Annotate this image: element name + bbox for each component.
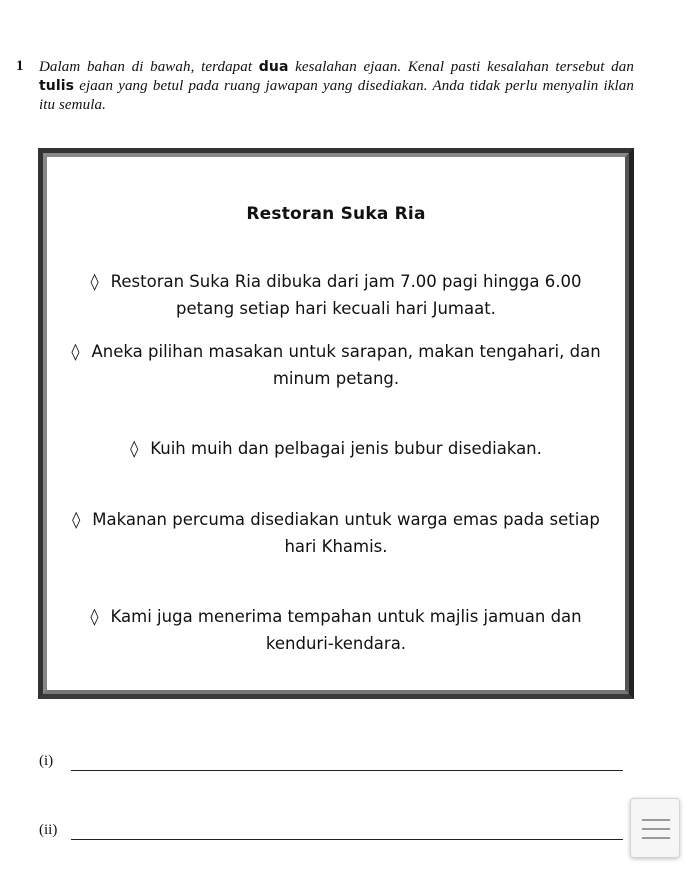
hamburger-menu-icon: [642, 837, 670, 839]
advertisement-item: [44, 338, 628, 392]
answer-row-1: [39, 753, 629, 775]
advertisement-item-text: Aneka pilihan masakan untuk sarapan, makan tengahari, dan: [91, 342, 601, 361]
advertisement-item-text-continued: minum petang.: [272, 369, 400, 388]
advertisement-item: [44, 506, 628, 560]
advertisement-item-line: [44, 435, 628, 462]
instruction-text-1: Dalam bahan di bawah, terdapat: [39, 59, 259, 75]
advertisement-item: [44, 435, 628, 462]
diamond-icon: ◊: [72, 510, 81, 529]
advertisement-item: [44, 603, 628, 657]
answer-line[interactable]: [71, 770, 623, 771]
instruction-text-2: kesalahan ejaan. Kenal pasti kesalahan tersebut dan: [288, 59, 634, 75]
advertisement-title: Restoran Suka Ria: [246, 204, 426, 224]
advertisement-item-line: [44, 338, 628, 365]
floating-menu-button[interactable]: [630, 798, 680, 858]
question-number: 1: [16, 58, 24, 74]
advertisement-item-line: [44, 506, 628, 533]
diamond-icon: ◊: [90, 607, 99, 626]
answer-label: (ii): [39, 822, 58, 838]
hamburger-menu-icon: [642, 828, 670, 830]
advertisement-item-text: Kuih muih dan pelbagai jenis bubur disediakan.: [150, 439, 542, 458]
answer-label: (i): [39, 753, 54, 769]
instruction-bold-dua: dua: [258, 59, 289, 75]
advertisement-item-line: [44, 603, 628, 630]
advertisement-item-text-continued: petang setiap hari kecuali hari Jumaat.: [176, 299, 496, 318]
advertisement-item-text: Restoran Suka Ria dibuka dari jam 7.00 pagi hingga 6.00: [110, 272, 582, 291]
advertisement-item-text-continued: hari Khamis.: [284, 537, 388, 556]
instruction-text-3: ejaan yang betul pada ruang jawapan yang disediakan. Anda tidak perlu menyalin iklan itu semula.: [39, 78, 634, 113]
advertisement-item-text: Kami juga menerima tempahan untuk majlis jamuan dan: [110, 607, 582, 626]
diamond-icon: ◊: [130, 439, 139, 458]
advertisement-item: [44, 268, 628, 322]
diamond-icon: ◊: [90, 272, 99, 291]
question-instruction: [39, 58, 634, 115]
hamburger-menu-icon: [642, 819, 670, 821]
advertisement-item-line: [44, 268, 628, 295]
diamond-icon: ◊: [71, 342, 80, 361]
answer-row-2: [39, 822, 629, 844]
advertisement-item-text-continued: kenduri-kendara.: [265, 634, 407, 653]
advertisement-item-text: Makanan percuma disediakan untuk warga emas pada setiap: [92, 510, 600, 529]
answer-line[interactable]: [71, 839, 623, 840]
advertisement-box: [38, 148, 634, 699]
instruction-bold-tulis: tulis: [39, 78, 75, 94]
